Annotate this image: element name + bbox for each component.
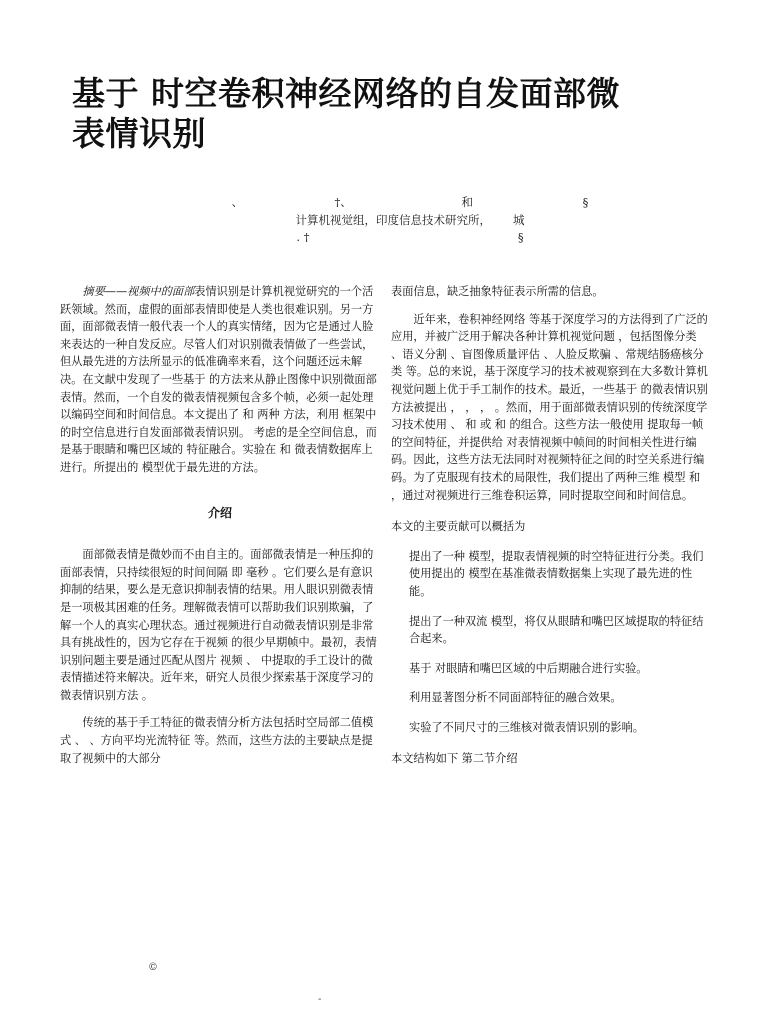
contribution-item: 提出了一种 模型，提取表情视频的时空特征进行分类。我们使用提出的 模型在基准微表情数据集上实现了最先进的性能。 — [409, 549, 704, 598]
section-heading-intro: 介绍 — [207, 505, 232, 520]
left-column — [60, 283, 380, 767]
affiliation-line: 计算机视觉组，印度信息技术研究所， 城 — [295, 213, 525, 227]
title-line-1: 基于 时空卷积神经网络的自发面部微 — [72, 74, 620, 113]
contribution-item: 实验了不同尺寸的三维核对微表情识别的影响。 — [409, 720, 644, 734]
contribution-item: 利用显著图分析不同面部特征的融合效果。 — [409, 691, 622, 705]
abstract — [60, 283, 380, 477]
affiliation-marks: . † § — [296, 230, 524, 244]
intro-paragraph-3: 表面信息，缺乏抽象特征表示所需的信息。 — [391, 285, 604, 298]
copyright-mark: © — [148, 962, 158, 973]
page-mark: - — [318, 994, 322, 1005]
contribution-item: 提出了一种双流 模型，将仅从眼睛和嘴巴区域提取的特征结合起来。 — [409, 614, 704, 646]
abstract-text: 表情识别是计算机视觉研究的一个活跃领域。然而，虚假的面部表情即使是人类也很难识别。另一方面，面部微表情一般代表一个人的真实情绪，因为它是通过人脸来表达的一种自发反应。尽管人们对识别微表情做了一些尝试，但从最先进的方法所显示的低准确率来看，这个问题还远未解决。在文献中发现了一些基于 的方法来从静止图像中识别微面部表情。然而，一个自发的微表情视频包含多个帧，必须一起处理以编码空间和时间信息。本文提出了 和 两种 方法，利用 框架中的时空信息进行自发面部微表情识别。 考虑的是全空间信息，而 是基于眼睛和嘴巴区域的 特征融合。实验在 和 微表情数据库上进行。所提出的 模型优于最先进的方法。 — [60, 285, 377, 474]
title-line-2: 表情识别 — [72, 114, 206, 153]
contributions-intro: 本文的主要贡献可以概括为 — [391, 520, 526, 534]
right-column — [391, 283, 711, 768]
contribution-item: 基于 对眼睛和嘴巴区域的中后期融合进行实验。 — [409, 661, 648, 675]
paper-title — [72, 74, 712, 154]
author-line: 、 †、 和 § — [231, 195, 589, 209]
intro-paragraph-1: 面部微表情是微妙而不由自主的。面部微表情是一种压抑的面部表情，只持续很短的时间间隔 即 毫秒 。它们要么是有意识抑制的结果，要么是无意识抑制表情的结果。用人眼识别微表情是一项极其困难的任务。理解微表情可以帮助我们识别欺骗，了解一个人的真实心理状态。通过视频进行自动微表情识别是非常具有挑战性的，因为它存在于视频 的很少早期帧中。最初，表情识别问题主要是通过匹配从图片 视频 、 中提取的手工设计的微表情描述符来解决。近年来，研究人员很少探索基于深度学习的微表情识别方法 。 — [60, 548, 377, 702]
intro-paragraph-4: 近年来，卷积神经网络 等基于深度学习的方法得到了广泛的应用，并被广泛用于解决各种计算机视觉问题 ，包括图像分类 、语义分割 、盲图像质量评估 、人脸反欺骗 、常规结肠癌核分类 等。总的来说，基于深度学习的技术被观察到在大多数计算机视觉问题上优于手工制作的技术。最近，一些基于 的微表情识别方法被提出 ， ， ， 。然而，用于面部微表情识别的传统深度学习技术使用 、 和 或 和 的组合。这些方法一般使用 提取每一帧的空间特征，并提供给 对表情视频中帧间的时间相关性进行编码。因此，这些方法无法同时对视频特征之间的时空关系进行编码。为了克服现有技术的局限性，我们提出了两种三维 模型 和 ，通过对视频进行三维卷积运算，同时提取空间和时间信息。 — [391, 312, 708, 502]
abstract-label: 摘要——视频中的面部 — [82, 285, 195, 298]
paper-outline: 本文结构如下 第二节介绍 — [391, 752, 518, 766]
intro-paragraph-2: 传统的基于手工特征的微表情分析方法包括时空局部二值模式 、 、方向平均光流特征 等。然而，这些方法的主要缺点是提取了视频中的大部分 — [60, 716, 374, 765]
